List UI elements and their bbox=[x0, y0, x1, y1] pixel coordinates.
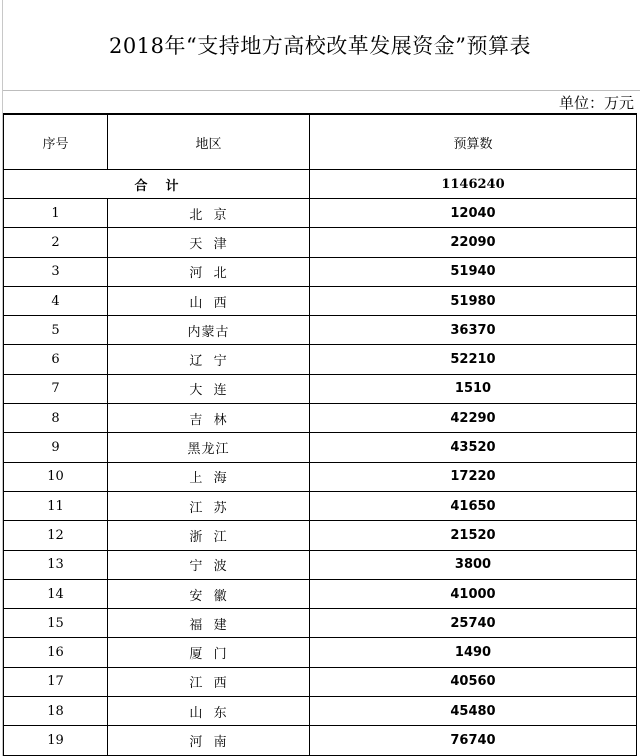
table-row bbox=[4, 638, 637, 667]
row-index: 4 bbox=[4, 286, 108, 315]
table-row bbox=[4, 345, 637, 374]
row-region: 河 南 bbox=[108, 726, 310, 755]
row-index: 5 bbox=[4, 316, 108, 345]
row-region: 河 北 bbox=[108, 257, 310, 286]
table-row bbox=[4, 404, 637, 433]
row-region: 山 西 bbox=[108, 286, 310, 315]
row-index: 6 bbox=[4, 345, 108, 374]
budget-table bbox=[3, 113, 637, 756]
row-region: 大 连 bbox=[108, 374, 310, 403]
table-row bbox=[4, 726, 637, 755]
row-amount: 51980 bbox=[310, 286, 637, 315]
row-amount: 76740 bbox=[310, 726, 637, 755]
row-index: 17 bbox=[4, 667, 108, 696]
row-region: 宁 波 bbox=[108, 550, 310, 579]
table-row bbox=[4, 433, 637, 462]
title-divider bbox=[3, 90, 640, 91]
header-amount: 预算数 bbox=[310, 114, 637, 170]
row-region: 黑龙江 bbox=[108, 433, 310, 462]
row-index: 12 bbox=[4, 521, 108, 550]
row-region: 内蒙古 bbox=[108, 316, 310, 345]
title-area bbox=[0, 0, 640, 90]
row-region: 福 建 bbox=[108, 609, 310, 638]
row-region: 天 津 bbox=[108, 228, 310, 257]
table-row bbox=[4, 374, 637, 403]
row-amount: 45480 bbox=[310, 697, 637, 726]
table-row bbox=[4, 257, 637, 286]
row-region: 吉 林 bbox=[108, 404, 310, 433]
row-amount: 51940 bbox=[310, 257, 637, 286]
row-amount: 41000 bbox=[310, 579, 637, 608]
row-amount: 42290 bbox=[310, 404, 637, 433]
table-row bbox=[4, 462, 637, 491]
row-amount: 52210 bbox=[310, 345, 637, 374]
total-amount: 1146240 bbox=[310, 170, 637, 199]
row-amount: 22090 bbox=[310, 228, 637, 257]
table-row bbox=[4, 199, 637, 228]
table-row bbox=[4, 609, 637, 638]
row-amount: 40560 bbox=[310, 667, 637, 696]
row-amount: 17220 bbox=[310, 462, 637, 491]
row-index: 9 bbox=[4, 433, 108, 462]
row-amount: 21520 bbox=[310, 521, 637, 550]
row-index: 1 bbox=[4, 199, 108, 228]
row-index: 15 bbox=[4, 609, 108, 638]
row-index: 13 bbox=[4, 550, 108, 579]
row-region: 江 西 bbox=[108, 667, 310, 696]
total-label: 合 计 bbox=[4, 170, 310, 199]
row-index: 2 bbox=[4, 228, 108, 257]
table-row bbox=[4, 521, 637, 550]
row-index: 19 bbox=[4, 726, 108, 755]
row-index: 8 bbox=[4, 404, 108, 433]
row-amount: 43520 bbox=[310, 433, 637, 462]
row-index: 14 bbox=[4, 579, 108, 608]
row-amount: 41650 bbox=[310, 491, 637, 520]
row-region: 北 京 bbox=[108, 199, 310, 228]
table-row bbox=[4, 491, 637, 520]
table-row bbox=[4, 579, 637, 608]
row-region: 上 海 bbox=[108, 462, 310, 491]
table-header-row bbox=[4, 114, 637, 170]
row-index: 18 bbox=[4, 697, 108, 726]
row-index: 11 bbox=[4, 491, 108, 520]
row-index: 16 bbox=[4, 638, 108, 667]
row-index: 3 bbox=[4, 257, 108, 286]
row-region: 浙 江 bbox=[108, 521, 310, 550]
table-row bbox=[4, 667, 637, 696]
row-region: 安 徽 bbox=[108, 579, 310, 608]
table-row bbox=[4, 697, 637, 726]
row-index: 10 bbox=[4, 462, 108, 491]
header-region: 地区 bbox=[108, 114, 310, 170]
unit-label: 单位：万元 bbox=[558, 94, 634, 112]
table-row bbox=[4, 228, 637, 257]
document-title: 2018年“支持地方高校改革发展资金”预算表 bbox=[109, 34, 531, 58]
row-index: 7 bbox=[4, 374, 108, 403]
row-amount: 12040 bbox=[310, 199, 637, 228]
row-amount: 3800 bbox=[310, 550, 637, 579]
row-amount: 36370 bbox=[310, 316, 637, 345]
row-region: 辽 宁 bbox=[108, 345, 310, 374]
total-row bbox=[4, 170, 637, 199]
table-row bbox=[4, 550, 637, 579]
table-row bbox=[4, 316, 637, 345]
row-amount: 1490 bbox=[310, 638, 637, 667]
row-amount: 1510 bbox=[310, 374, 637, 403]
table-row bbox=[4, 286, 637, 315]
header-index: 序号 bbox=[4, 114, 108, 170]
row-region: 厦 门 bbox=[108, 638, 310, 667]
row-region: 山 东 bbox=[108, 697, 310, 726]
row-region: 江 苏 bbox=[108, 491, 310, 520]
row-amount: 25740 bbox=[310, 609, 637, 638]
